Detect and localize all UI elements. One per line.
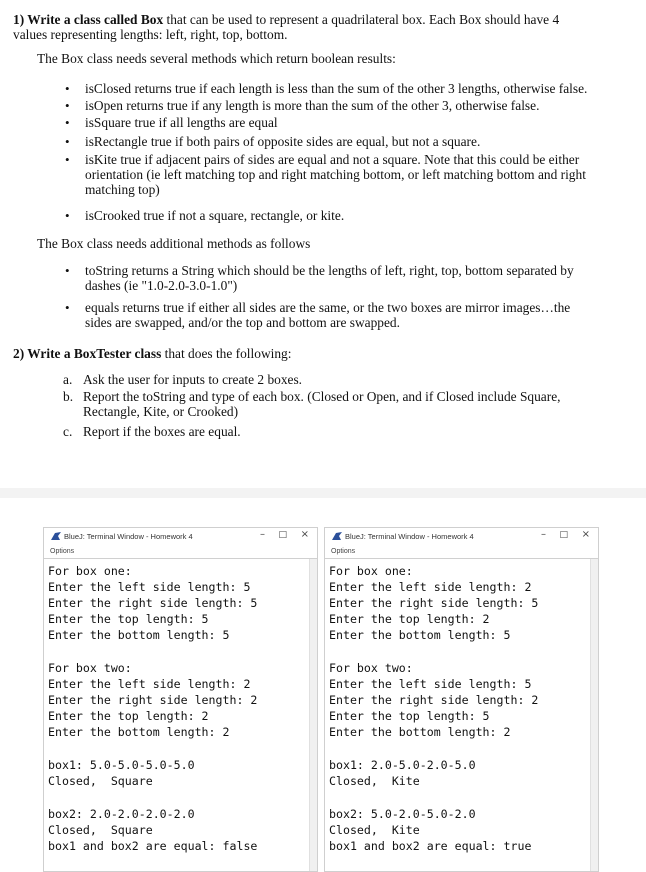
bullet-text-line: isSquare true if all lengths are equal [85, 115, 278, 130]
bullet-icon: • [65, 134, 70, 149]
terminal-window-right[interactable] [324, 527, 599, 872]
terminal-line: Enter the right side length: 5 [329, 596, 539, 610]
bluej-bird-icon [332, 532, 342, 541]
terminal-line: box1: 2.0-5.0-2.0-5.0 [329, 758, 476, 772]
q1-rest-text: that can be used to represent a quadrilateral box. Each Box should have 4 [163, 12, 560, 27]
bullet-icon: • [65, 81, 70, 96]
terminal-window-left[interactable] [43, 527, 318, 872]
bullet-text-line: matching top) [85, 182, 160, 197]
terminal-line: Closed, Kite [329, 823, 420, 837]
title-bar[interactable] [325, 528, 598, 546]
window-title: BlueJ: Terminal Window - Homework 4 [64, 532, 193, 541]
terminal-line: Enter the left side length: 2 [48, 677, 251, 691]
bullet-icon: • [65, 98, 70, 113]
maximize-icon[interactable]: □ [559, 530, 568, 540]
q2-heading [13, 346, 291, 361]
boolean-methods-intro: The Box class needs several methods which return boolean results: [37, 51, 396, 66]
terminal-line: For box one: [48, 564, 132, 578]
step-label: a. [63, 372, 73, 387]
scrollbar[interactable] [590, 559, 598, 871]
terminal-line: Closed, Square [48, 774, 153, 788]
bullet-text-line: isCrooked true if not a square, rectangle, or kite. [85, 208, 345, 223]
q2-rest-text: that does the following: [161, 346, 292, 361]
step-text-line: Report if the boxes are equal. [83, 424, 241, 439]
terminal-line: Enter the right side length: 2 [48, 693, 258, 707]
terminal-line: Enter the bottom length: 2 [329, 725, 511, 739]
terminal-line: For box two: [329, 661, 413, 675]
bullet-text-line: isRectangle true if both pairs of opposite sides are equal, but not a square. [85, 134, 481, 149]
bullet-text-line: isClosed returns true if each length is less than the sum of the other 3 lengths, otherwise false. [85, 81, 588, 96]
close-icon[interactable]: × [300, 529, 309, 540]
q1-line2: values representing lengths: left, right, top, bottom. [13, 27, 288, 42]
terminal-line: For box one: [329, 564, 413, 578]
terminal-line: Enter the bottom length: 5 [48, 628, 230, 642]
bullet-icon: • [65, 263, 70, 278]
terminal-line: Enter the right side length: 5 [48, 596, 258, 610]
terminal-line: Enter the bottom length: 2 [48, 725, 230, 739]
q2-bold-text: 2) Write a BoxTester class [13, 346, 162, 361]
bullet-text-line: isOpen returns true if any length is more than the sum of the other 3, otherwise false. [85, 98, 540, 113]
bullet-text-line: isKite true if adjacent pairs of sides are equal and not a square. Note that this could be either [85, 152, 580, 167]
terminal-line: box2: 2.0-2.0-2.0-2.0 [48, 807, 195, 821]
terminal-line: Enter the right side length: 2 [329, 693, 539, 707]
terminal-line: Closed, Square [48, 823, 153, 837]
section-divider [0, 488, 646, 498]
title-bar[interactable] [44, 528, 317, 546]
terminal-line: Enter the top length: 2 [329, 612, 490, 626]
terminal-line: Closed, Kite [329, 774, 420, 788]
terminal-line: Enter the top length: 5 [48, 612, 209, 626]
bluej-bird-icon [51, 532, 61, 541]
additional-methods-intro: The Box class needs additional methods as follows [37, 236, 311, 251]
terminal-line: Enter the top length: 5 [329, 709, 490, 723]
step-text-line: Ask the user for inputs to create 2 boxes. [83, 372, 303, 387]
terminal-line: For box two: [48, 661, 132, 675]
terminal-line: box1 and box2 are equal: false [48, 839, 258, 853]
minimize-icon[interactable]: – [541, 529, 546, 540]
terminal-line: Enter the top length: 2 [48, 709, 209, 723]
maximize-icon[interactable]: □ [278, 530, 287, 540]
terminal-line: box2: 5.0-2.0-5.0-2.0 [329, 807, 476, 821]
terminal-line: Enter the left side length: 2 [329, 580, 532, 594]
bullet-text-line: sides are swapped, and/or the top and bottom are swapped. [85, 315, 400, 330]
terminal-output[interactable] [325, 558, 598, 871]
terminal-line: box1 and box2 are equal: true [329, 839, 532, 853]
bullet-text-line: equals returns true if either all sides are the same, or the two boxes are mirror images…the [85, 300, 571, 315]
terminal-line: box1: 5.0-5.0-5.0-5.0 [48, 758, 195, 772]
bullet-text-line: orientation (ie left matching top and right matching bottom, or left matching bottom and right [85, 167, 586, 182]
terminal-output[interactable] [44, 558, 317, 871]
q1-heading [13, 12, 559, 27]
window-title: BlueJ: Terminal Window - Homework 4 [345, 532, 474, 541]
close-icon[interactable]: × [581, 529, 590, 540]
step-text-line: Rectangle, Kite, or Crooked) [83, 404, 239, 419]
step-text-line: Report the toString and type of each box. (Closed or Open, and if Closed include Square, [83, 389, 561, 404]
options-menu[interactable]: Options [50, 548, 75, 555]
scrollbar[interactable] [309, 559, 317, 871]
bullet-text-line: toString returns a String which should be the lengths of left, right, top, bottom separated by [85, 263, 574, 278]
bullet-icon: • [65, 115, 70, 130]
step-label: c. [63, 424, 73, 439]
bullet-text-line: dashes (ie "1.0-2.0-3.0-1.0") [85, 278, 238, 293]
terminal-line: Enter the bottom length: 5 [329, 628, 511, 642]
options-menu[interactable]: Options [331, 548, 356, 555]
q1-number: 1) [13, 12, 28, 27]
bullet-icon: • [65, 152, 70, 167]
q1-bold-text: Write a class called Box [27, 12, 164, 27]
bullet-icon: • [65, 300, 70, 315]
terminal-line: Enter the left side length: 5 [329, 677, 532, 691]
step-label: b. [63, 389, 74, 404]
bullet-icon: • [65, 208, 70, 223]
minimize-icon[interactable]: – [260, 529, 265, 540]
terminal-line: Enter the left side length: 5 [48, 580, 251, 594]
